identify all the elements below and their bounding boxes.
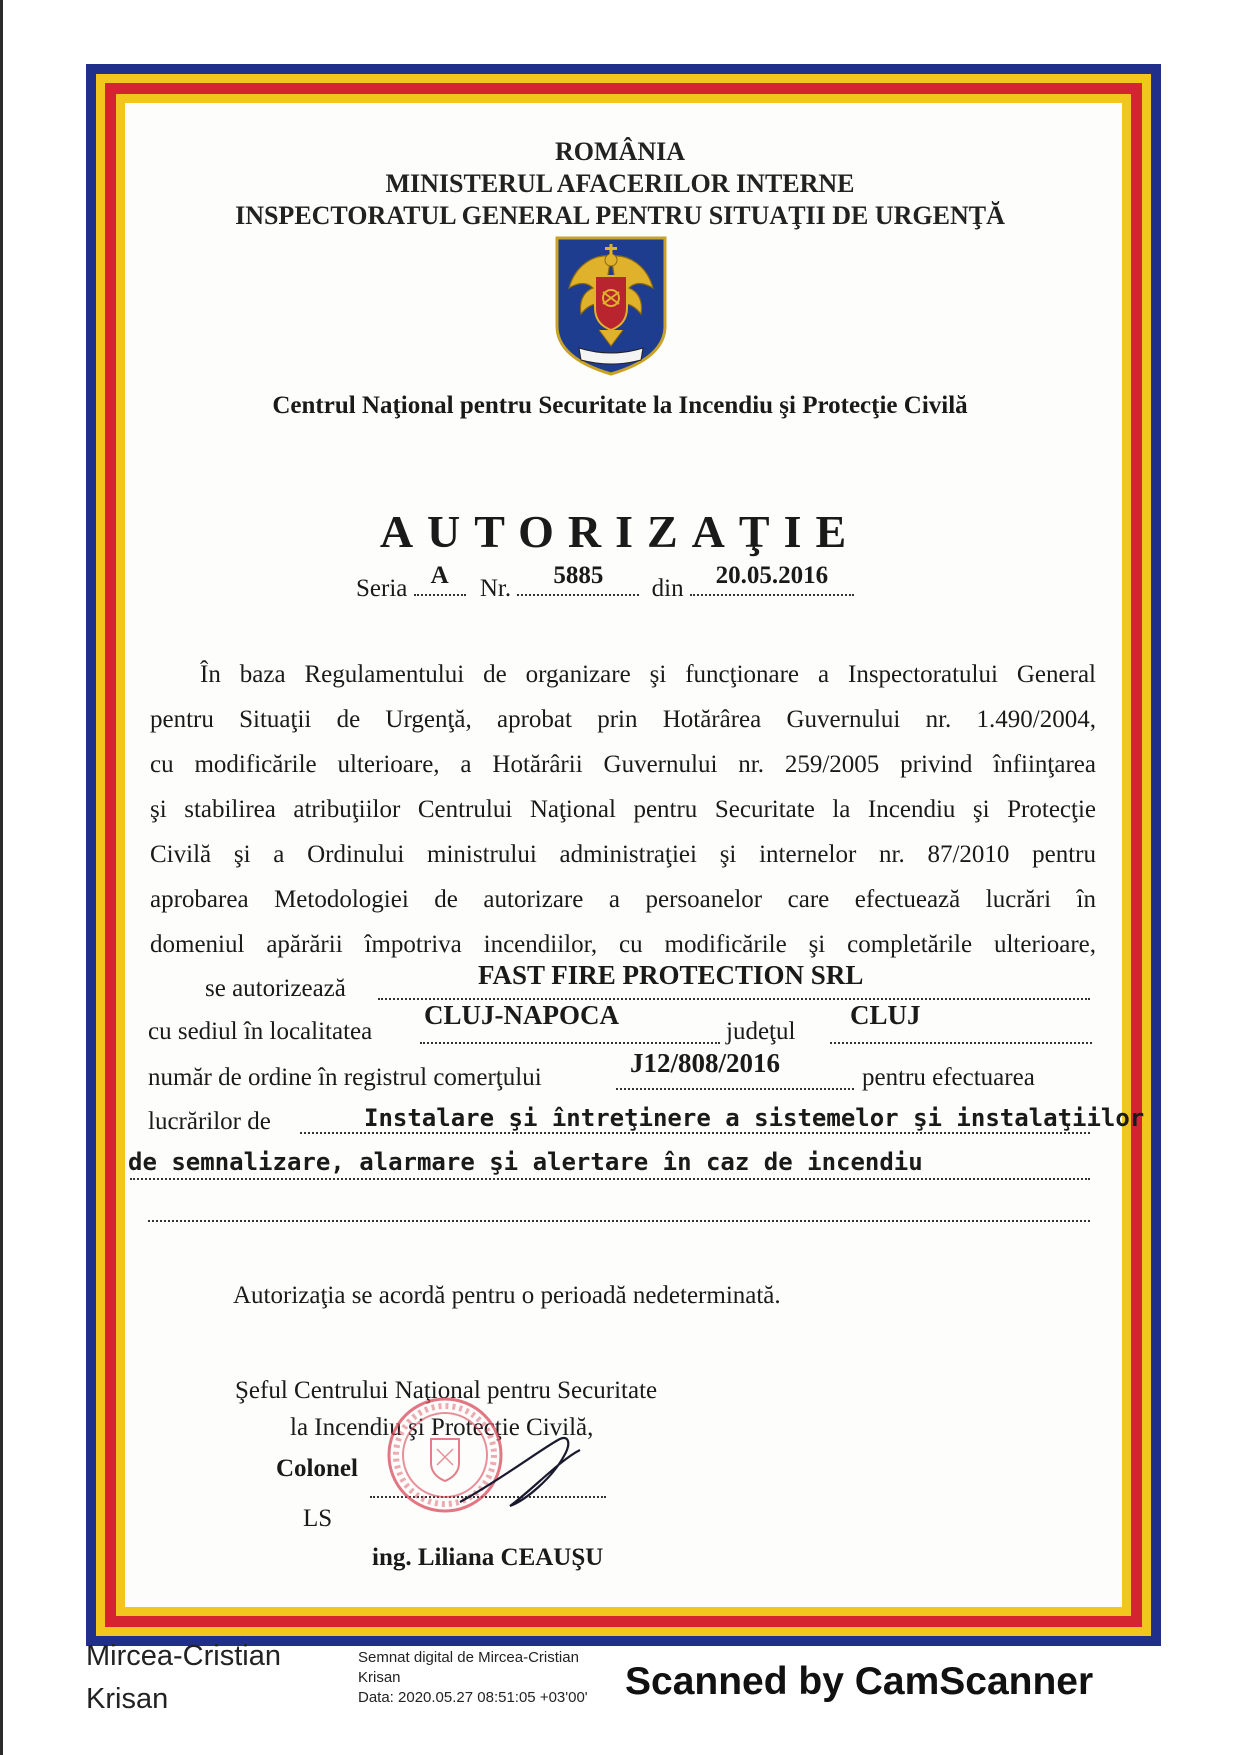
locality-dots: [420, 1040, 720, 1044]
din-label: din: [651, 575, 684, 602]
nr-field: [517, 562, 639, 596]
document-title: AUTORIZAŢIE: [379, 506, 861, 557]
signatory-name: ing. Liliana CEAUŞU: [372, 1544, 604, 1571]
handwritten-signature-icon: [440, 1420, 610, 1520]
scanner-watermark: Scanned by CamScanner: [625, 1660, 1094, 1703]
header-inspectorate: INSPECTORATUL GENERAL PENTRU SITUAŢII DE URGENŢĂ: [235, 201, 1005, 230]
works-value-line-1: Instalare şi întreţinere a sistemelor şi instalaţiilor: [364, 1104, 1145, 1132]
header-country: ROMÂNIA: [555, 137, 685, 166]
date-field: [690, 562, 854, 596]
digital-signature-line-3: Data: 2020.05.27 08:51:05 +03'00': [358, 1689, 588, 1706]
body-line-1: În baza Regulamentului de organizare şi funcţionare a Inspectoratului General: [200, 661, 1096, 688]
works-label: lucrărilor de: [148, 1108, 271, 1135]
county-label: judeţul: [726, 1018, 796, 1045]
authorized-label: se autorizează: [205, 975, 346, 1002]
body-line-4: şi stabilirea atribuţiilor Centrului Naţional pentru Securitate la Incendiu şi Protecţie: [150, 796, 1096, 823]
period-statement: Autorizaţia se acordă pentru o perioadă nedeterminată.: [233, 1282, 781, 1309]
scan-edge: [0, 0, 3, 1755]
authorized-company: FAST FIRE PROTECTION SRL: [478, 960, 864, 990]
body-line-2: pentru Situaţii de Urgenţă, aprobat prin Hotărârea Guvernului nr. 1.490/2004,: [150, 706, 1096, 733]
nr-label: Nr.: [479, 575, 512, 602]
works-dots-3: [148, 1218, 1090, 1222]
works-value-line-2: de semnalizare, alarmare şi alertare în caz de incendiu: [128, 1148, 923, 1176]
nr-value: 5885: [553, 562, 604, 589]
header-ministry: MINISTERUL AFACERILOR INTERNE: [385, 169, 855, 198]
registry-suffix: pentru efectuarea: [862, 1064, 1035, 1091]
seria-field: [414, 562, 466, 596]
locality-label: cu sediul în localitatea: [148, 1018, 373, 1045]
county-dots: [830, 1040, 1092, 1044]
signatory-rank: Colonel: [276, 1455, 358, 1482]
coat-of-arms-icon: [553, 236, 669, 376]
seria-value: A: [430, 562, 449, 589]
digital-signature-line-1: Semnat digital de Mircea-Cristian: [358, 1649, 579, 1666]
body-line-3: cu modificările ulterioare, a Hotărârii Guvernului nr. 259/2005 privind înfiinţarea: [150, 751, 1096, 778]
series-number-line: [356, 562, 854, 603]
body-line-6: aprobarea Metodologiei de autorizare a persoanelor care efectuează lucrări în: [150, 886, 1096, 913]
signatory-title-line-2: la Incendiu şi Protecţie Civilă,: [290, 1414, 594, 1441]
body-line-7: domeniul apărării împotriva incendiilor, cu modificările şi completările ulterioare,: [150, 931, 1096, 958]
date-value: 20.05.2016: [715, 562, 829, 589]
digital-signature-line-2: Krisan: [358, 1669, 401, 1686]
seria-label: Seria: [356, 575, 408, 602]
signer-last-name: Krisan: [86, 1683, 169, 1715]
registry-label: număr de ordine în registrul comerţului: [148, 1064, 542, 1091]
registry-value: J12/808/2016: [630, 1048, 781, 1078]
county-value: CLUJ: [850, 1000, 921, 1030]
locality-value: CLUJ-NAPOCA: [424, 1000, 619, 1030]
signatory-title-line-1: Şeful Centrului Naţional pentru Securitate: [235, 1377, 658, 1404]
ls-mark: LS: [303, 1505, 333, 1532]
body-line-5: Civilă şi a Ordinului ministrului administraţiei şi internelor nr. 87/2010 pentru: [150, 841, 1096, 868]
signer-first-name: Mircea-Cristian: [86, 1640, 281, 1672]
issuing-center: Centrul Naţional pentru Securitate la Incendiu şi Protecţie Civilă: [272, 392, 968, 419]
registry-dots: [616, 1086, 854, 1090]
works-dots-2: [130, 1176, 1090, 1180]
